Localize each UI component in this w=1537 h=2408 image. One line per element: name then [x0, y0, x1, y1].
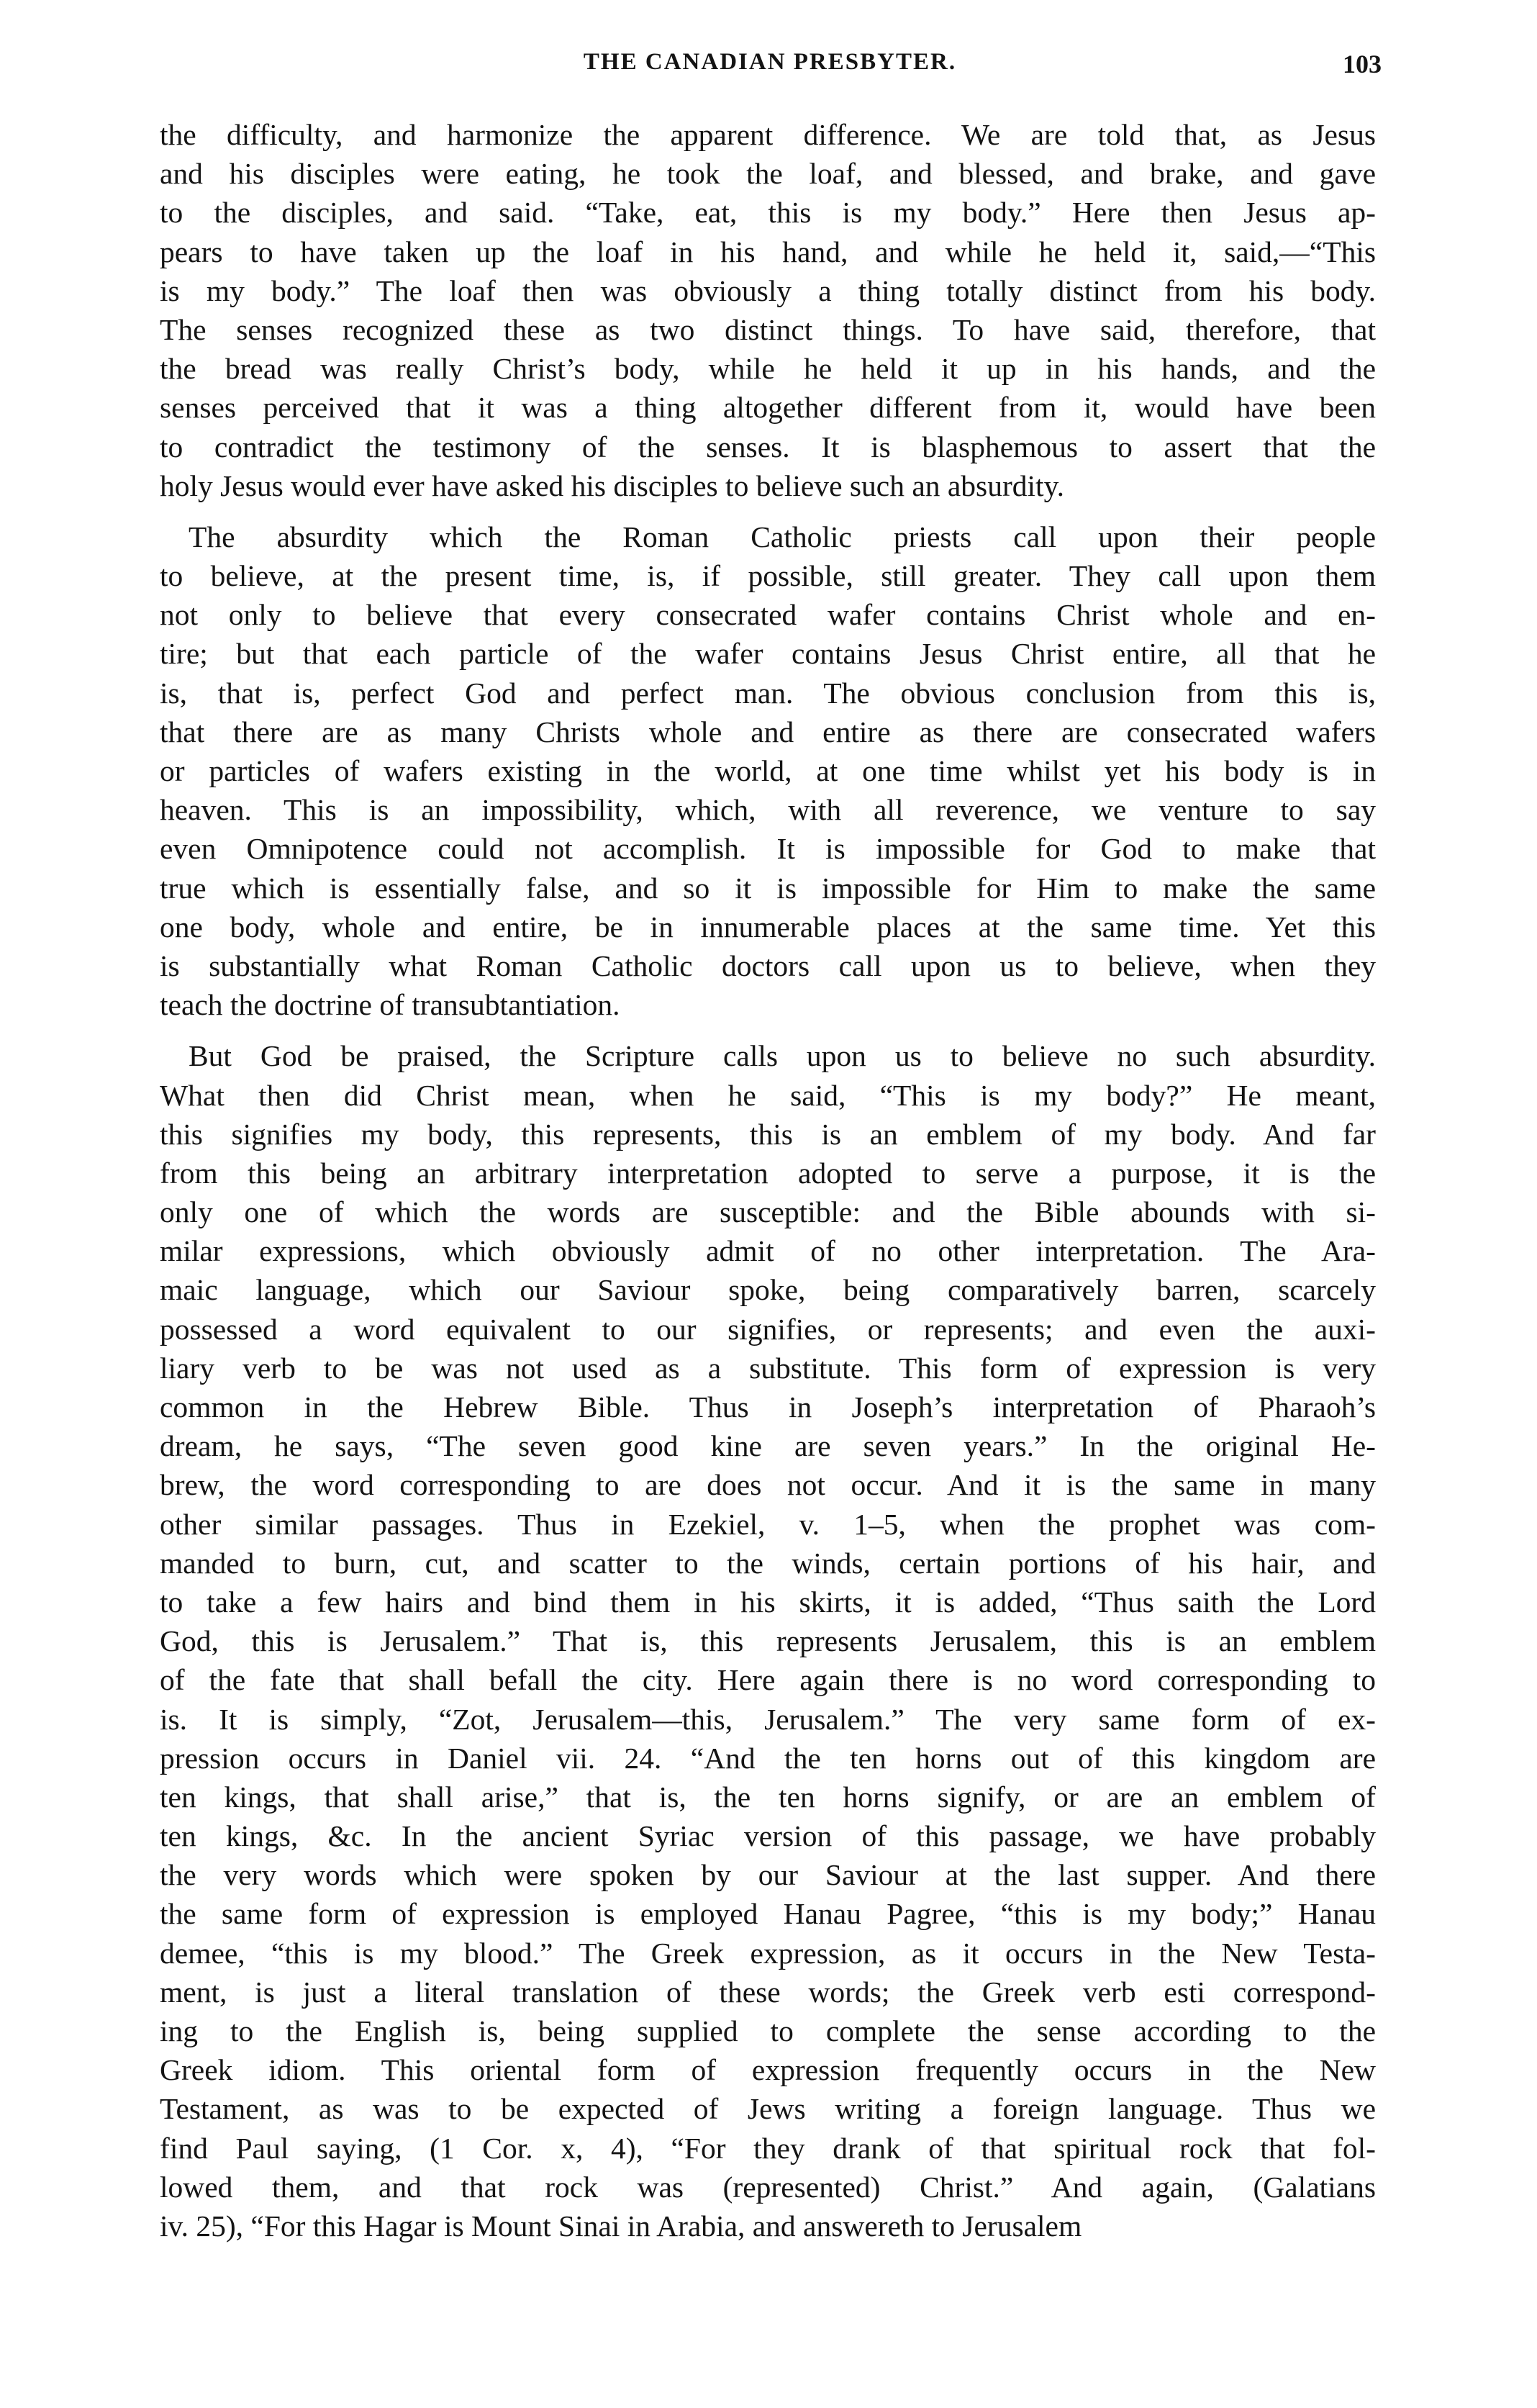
paragraph	[160, 1036, 1376, 2245]
text-line: find Paul saying, (1 Cor. x, 4), “For they drank of that spiritual rock that fol-	[160, 2131, 1376, 2165]
text-line: that there are as many Christs whole and entire as there are consecrated wafers	[160, 715, 1376, 748]
text-line: the difficulty, and harmonize the apparent difference. We are told that, as Jesus	[160, 118, 1376, 151]
paragraph	[160, 517, 1376, 1024]
text-line: even Omnipotence could not accomplish. It is impossible for God to make that	[160, 832, 1376, 866]
text-line: brew, the word corresponding to are does not occur. And it is the same in many	[160, 1468, 1376, 1502]
text-line: or particles of wafers existing in the world, at one time whilst yet his body is in	[160, 754, 1376, 787]
text-line: the bread was really Christ’s body, while he held it up in his hands, and the	[160, 352, 1376, 386]
text-line: iv. 25), “For this Hagar is Mount Sinai in Arabia, and answereth to Jerusalem	[160, 2209, 1082, 2242]
text-line: God, this is Jerusalem.” That is, this represents Jerusalem, this is an emblem	[160, 1624, 1376, 1658]
text-line: and his disciples were eating, he took the loaf, and blessed, and brake, and gave	[160, 157, 1376, 191]
text-line: lowed them, and that rock was (represented) Christ.” And again, (Galatians	[160, 2170, 1376, 2204]
text-line: pears to have taken up the loaf in his hand, and while he held it, said,—“This	[160, 235, 1376, 268]
paragraph	[160, 115, 1376, 505]
text-line: is. It is simply, “Zot, Jerusalem—this, Jerusalem.” The very same form of ex-	[160, 1702, 1376, 1736]
text-line: Greek idiom. This oriental form of expression frequently occurs in the New	[160, 2053, 1376, 2087]
text-line: the very words which were spoken by our Saviour at the last supper. And there	[160, 1858, 1376, 1892]
text-line: only one of which the words are susceptible: and the Bible abounds with si-	[160, 1195, 1376, 1229]
text-line: tire; but that each particle of the wafer contains Jesus Christ entire, all that he	[160, 637, 1376, 671]
text-line: other similar passages. Thus in Ezekiel, v. 1–5, when the prophet was com-	[160, 1507, 1376, 1541]
text-line: this signifies my body, this represents, this is an emblem of my body. And far	[160, 1117, 1376, 1151]
text-line: is my body.” The loaf then was obviously a thing totally distinct from his body.	[160, 273, 1376, 307]
text-line: dream, he says, “The seven good kine are seven years.” In the original He-	[160, 1429, 1376, 1463]
text-line: demee, “this is my blood.” The Greek expression, as it occurs in the New Testa-	[160, 1936, 1376, 1970]
text-line: ten kings, &c. In the ancient Syriac version of this passage, we have probably	[160, 1819, 1376, 1853]
text-line: to contradict the testimony of the senses. It is blasphemous to assert that the	[160, 430, 1376, 463]
text-line: manded to burn, cut, and scatter to the winds, certain portions of his hair, and	[160, 1546, 1376, 1580]
text-line: But God be praised, the Scripture calls upon us to believe no such absurdity.	[189, 1039, 1376, 1073]
text-line: ing to the English is, being supplied to complete the sense according to the	[160, 2014, 1376, 2047]
text-line: ment, is just a literal translation of these words; the Greek verb esti correspond-	[160, 1975, 1376, 2009]
page-number: 103	[1343, 50, 1382, 78]
text-line: true which is essentially false, and so it is impossible for Him to make the same	[160, 871, 1376, 905]
article-body	[160, 115, 1376, 2258]
text-line: ten kings, that shall arise,” that is, the ten horns signify, or are an emblem of	[160, 1780, 1376, 1814]
text-line: The senses recognized these as two distinct things. To have said, therefore, that	[160, 312, 1376, 346]
text-line: The absurdity which the Roman Catholic priests call upon their people	[189, 520, 1376, 553]
text-line: maic language, which our Saviour spoke, being comparatively barren, scarcely	[160, 1273, 1376, 1307]
text-line: heaven. This is an impossibility, which, with all reverence, we venture to say	[160, 793, 1376, 827]
text-line: senses perceived that it was a thing altogether different from it, would have been	[160, 391, 1376, 425]
text-line: What then did Christ mean, when he said, “This is my body?” He meant,	[160, 1078, 1376, 1112]
text-line: of the fate that shall befall the city. Here again there is no word corresponding to	[160, 1663, 1376, 1697]
text-line: the same form of expression is employed Hanau Pagree, “this is my body;” Hanau	[160, 1897, 1376, 1931]
text-line: teach the doctrine of transubtantiation.	[160, 988, 620, 1022]
text-line: possessed a word equivalent to our signifies, or represents; and even the auxi-	[160, 1312, 1376, 1346]
text-line: is substantially what Roman Catholic doctors call upon us to believe, when they	[160, 949, 1376, 982]
text-line: Testament, as was to be expected of Jews writing a foreign language. Thus we	[160, 2092, 1376, 2126]
text-line: from this being an arbitrary interpretation adopted to serve a purpose, it is the	[160, 1156, 1376, 1190]
text-line: liary verb to be was not used as a substitute. This form of expression is very	[160, 1351, 1376, 1385]
text-line: not only to believe that every consecrated wafer contains Christ whole and en-	[160, 598, 1376, 632]
text-line: to the disciples, and said. “Take, eat, this is my body.” Here then Jesus ap-	[160, 196, 1376, 230]
text-line: milar expressions, which obviously admit of no other interpretation. The Ara-	[160, 1234, 1376, 1268]
running-title: THE CANADIAN PRESBYTER.	[583, 49, 957, 75]
text-line: holy Jesus would ever have asked his disciples to believe such an absurdity.	[160, 469, 1065, 502]
text-line: one body, whole and entire, be in innumerable places at the same time. Yet this	[160, 910, 1376, 943]
text-line: common in the Hebrew Bible. Thus in Joseph’s interpretation of Pharaoh’s	[160, 1390, 1376, 1423]
text-line: to believe, at the present time, is, if possible, still greater. They call upon them	[160, 559, 1376, 593]
text-line: to take a few hairs and bind them in his skirts, it is added, “Thus saith the Lord	[160, 1585, 1376, 1619]
text-line: pression occurs in Daniel vii. 24. “And the ten horns out of this kingdom are	[160, 1741, 1376, 1775]
running-header	[158, 49, 1382, 92]
text-line: is, that is, perfect God and perfect man. The obvious conclusion from this is,	[160, 676, 1376, 710]
